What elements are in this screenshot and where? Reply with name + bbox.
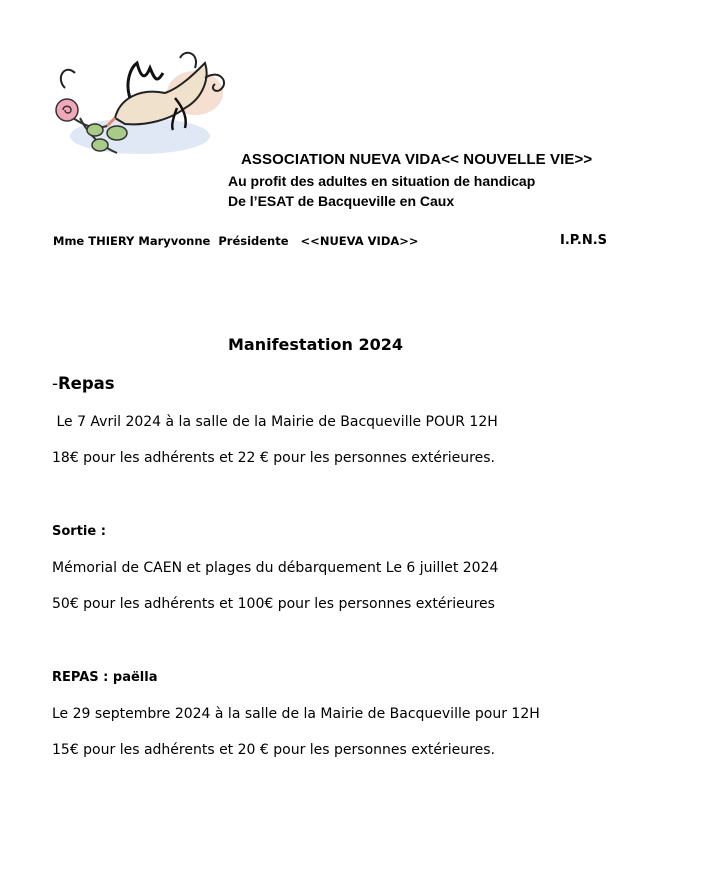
association-title: ASSOCIATION NUEVA VIDA<< NOUVELLE VIE>> bbox=[241, 151, 593, 168]
sortie-price-line: 50€ pour les adhérents et 100€ pour les personnes extérieures bbox=[52, 596, 495, 612]
president-name: Mme THIERY Maryvonne bbox=[53, 234, 211, 248]
heading-text: Repas bbox=[57, 374, 115, 393]
section-heading-paella: REPAS : paëlla bbox=[52, 670, 158, 685]
paella-price-line: 15€ pour les adhérents et 20 € pour les personnes extérieures. bbox=[52, 742, 495, 758]
repas-date-line: Le 7 Avril 2024 à la salle de la Mairie de Bacqueville POUR 12H bbox=[52, 414, 498, 430]
president-line bbox=[53, 234, 419, 248]
president-role: Présidente bbox=[218, 234, 289, 248]
association-subtitle: Au profit des adultes en situation de handicap bbox=[228, 173, 536, 189]
repas-price-line: 18€ pour les adhérents et 22 € pour les personnes extérieures. bbox=[52, 450, 495, 466]
sortie-date-line: Mémorial de CAEN et plages du débarquement Le 6 juillet 2024 bbox=[52, 560, 499, 576]
heading-dash: - bbox=[52, 374, 58, 393]
president-association: <<NUEVA VIDA>> bbox=[300, 234, 419, 248]
section-heading-repas bbox=[52, 374, 115, 393]
page-title: Manifestation 2024 bbox=[228, 335, 403, 354]
association-location: De l’ESAT de Bacqueville en Caux bbox=[228, 193, 455, 209]
ipns-label: I.P.N.S bbox=[560, 233, 608, 248]
section-heading-sortie: Sortie : bbox=[52, 524, 106, 539]
dove-with-rose-logo bbox=[45, 48, 245, 166]
paella-date-line: Le 29 septembre 2024 à la salle de la Mairie de Bacqueville pour 12H bbox=[52, 706, 540, 722]
